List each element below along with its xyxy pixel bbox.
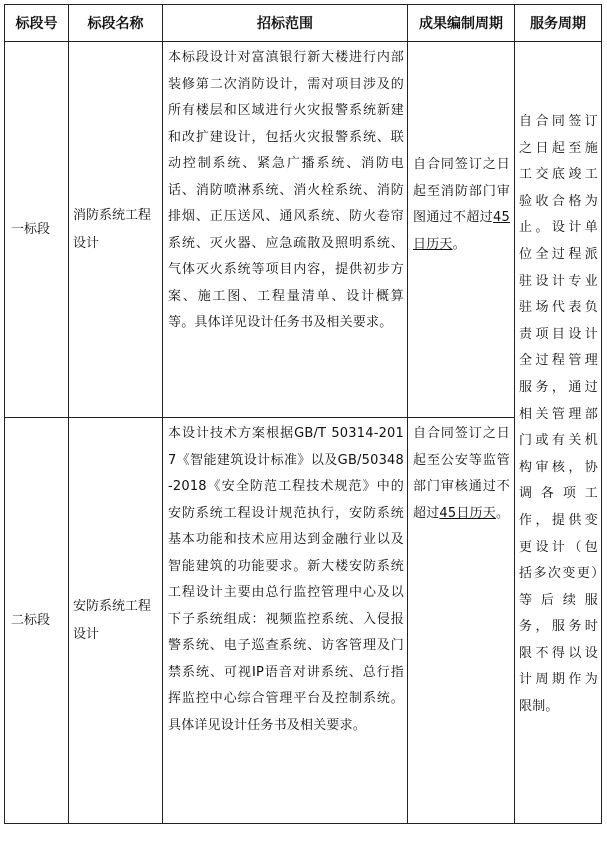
row2-bid-scope: 本设计技术方案根据GB/T 50314-2017《智能建筑设计标准》以及GB/50348-2018《安全防范工程技术规范》中的安防系统工程设计规范执行，安防系统基本功能和技术应用达到金融行业以及智能建筑的功能要求。新大楼安防系统工程设计主要由总行监控管理中心及以下子系统组成：视频监控系统、入侵报警系统、电子巡查系统、访客管理及门禁系统、可视IP语音对讲系统、总行指挥监控中心综合管理平台及控制系统。具体详见设计任务书及相关要求。 [168, 426, 404, 733]
row2-section-no: 二标段 [11, 612, 51, 628]
row2-deliverable-period [413, 421, 510, 527]
service-period-text: 自合同签订之日起至施工交底竣工验收合格为止。设计单位全过程派驻设计专业驻场代表负责项目设计全过程管理服务，通过相关管理部门或有关机构审核，协调各项工作，提供变更设计（包括多次变更）等后续服务，服务时限不得以设计周期作为限制。 [519, 114, 598, 715]
row1-period-days: 45日历天 [413, 210, 510, 252]
header-section-no: 标段号 [15, 16, 58, 32]
row1-period-text: 自合同签订之日起至消防部门审图通过不超过 [413, 157, 510, 226]
row2-period-end: 。 [495, 505, 510, 521]
row2-section-name: 安防系统工程设计 [73, 598, 152, 642]
col-divider-4 [514, 5, 515, 823]
header-bid-scope: 招标范围 [257, 16, 313, 32]
row2-period-days: 45日历天 [439, 505, 496, 521]
row1-bid-scope: 本标段设计对富滇银行新大楼进行内部装修第二次消防设计，需对项目涉及的所有楼层和区域进行火灾报警系统新建和改扩建设计，包括火灾报警系统、联动控制系统、紧急广播系统、消防电话、消防喷淋系统、消火栓系统、消防排烟、正压送风、通风系统、防火卷帘系统、灭火器、应急疏散及照明系统、气体灭火系统等项目内容，提供初步方案、施工图、工程量清单、设计概算等。具体详见设计任务书及相关要求。 [168, 50, 404, 330]
row1-deliverable-period [413, 152, 510, 258]
row2-period-text: 自合同签订之日起至公安等监管部门审核通过不超过 [413, 426, 510, 521]
bid-sections-table [4, 4, 602, 824]
header-section-name: 标段名称 [87, 16, 144, 32]
row1-period-end: 。 [452, 236, 466, 252]
col-divider-2 [162, 5, 163, 823]
row1-section-name: 消防系统工程设计 [73, 207, 152, 251]
header-service-period: 服务周期 [530, 16, 586, 32]
col-divider-3 [407, 5, 408, 823]
col-divider-1 [68, 5, 69, 823]
row1-section-no: 一标段 [11, 221, 51, 237]
header-deliverable-period: 成果编制周期 [419, 16, 503, 32]
